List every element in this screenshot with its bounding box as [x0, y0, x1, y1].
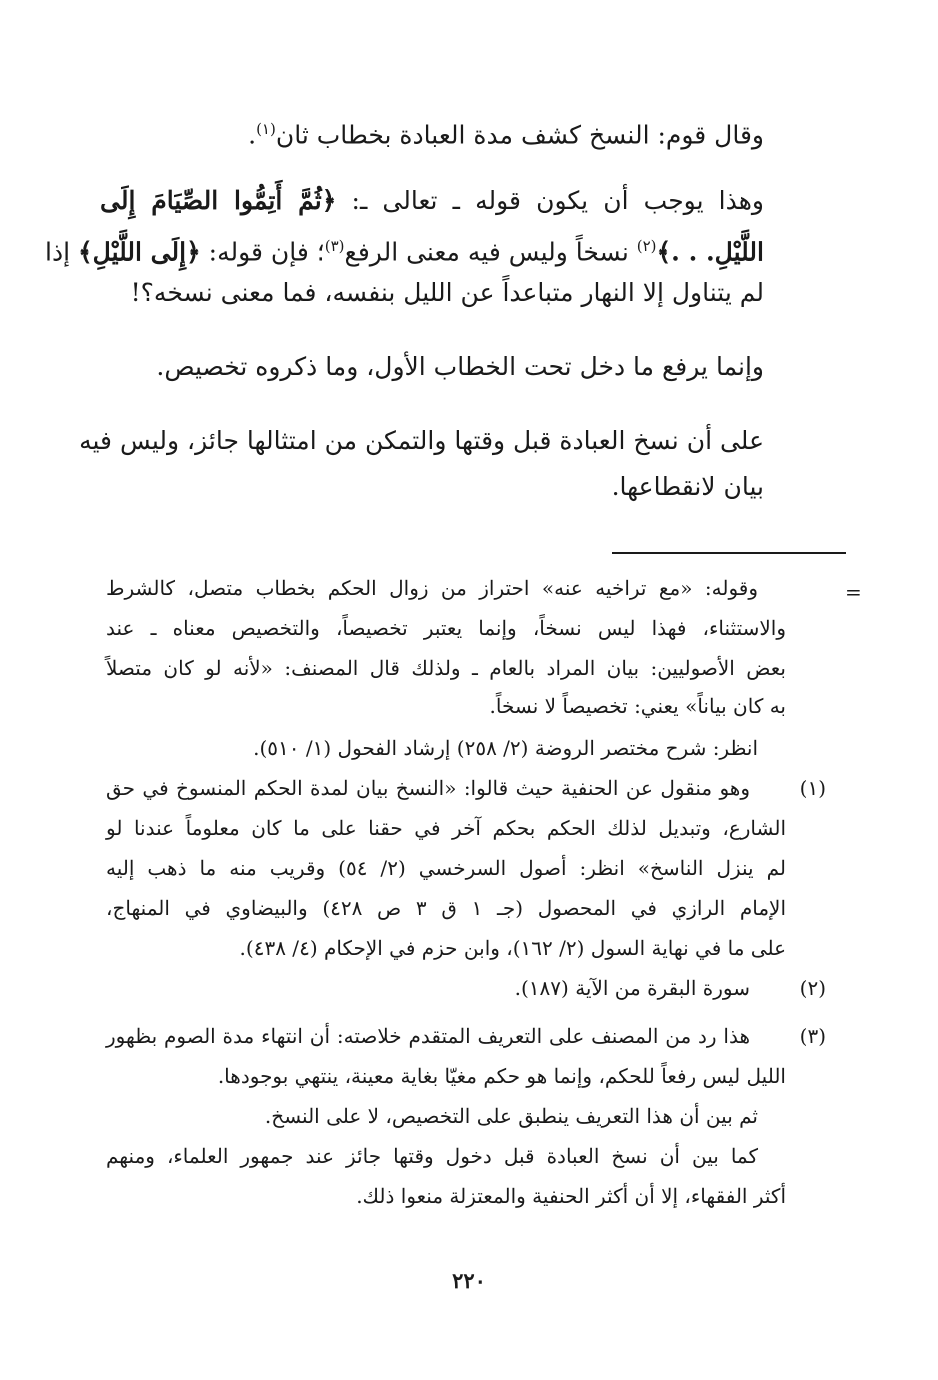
paragraph-2-line-1: [100, 184, 764, 218]
footnote-1-line-2: الشارع، وتبديل لذلك الحكم بحكم آخر في حقنا على ما كان معلوماً عندنا لو: [106, 816, 786, 840]
footnote-ref-1[interactable]: (١): [256, 120, 276, 138]
para1-text: وقال قوم: النسخ كشف مدة العبادة بخطاب ثان: [275, 120, 764, 150]
footnote-1-line-3: لم ينزل الناسخ» انظر: أصول السرخسي (٢/ ٥٤) وقريب منه ما ذهب إليه: [106, 856, 787, 880]
quran-verse-c: ﴿إِلَى اللَّيْلِ﴾: [78, 237, 201, 267]
footnote-ref-2[interactable]: (٢): [636, 237, 657, 255]
footnote-1-line-1: وهو منقول عن الحنفية حيث قالوا: «النسخ بيان لمدة الحكم المنسوخ في حق: [106, 776, 750, 800]
footnote-separator: [612, 552, 846, 554]
footnote-1-line-4: الإمام الرازي في المحصول (جـ ١ ق ٣ ص ٤٢٨) والبيضاوي في المنهاج،: [106, 896, 787, 920]
continuation-mark: =: [845, 580, 862, 604]
footnote-2-line-1: سورة البقرة من الآية (١٨٧).: [514, 976, 750, 1000]
para2-text-d: إذا: [45, 237, 78, 267]
footnote-cont-line-5: انظر: شرح مختصر الروضة (٢/ ٢٥٨) إرشاد الفحول (١/ ٥١٠).: [253, 736, 758, 760]
para2-text-c: ؛ فإن قوله:: [200, 237, 325, 267]
footnote-cont-line-3: بعض الأصوليين: بيان المراد بالعام ـ ولذلك قال المصنف: «لأنه لو كان متصلاً: [106, 656, 786, 680]
paragraph-1: [248, 112, 764, 152]
footnote-1-number: (١): [799, 776, 826, 800]
para2-text-b: نسخاً وليس فيه معنى الرفع: [344, 237, 637, 267]
paragraph-4-line-1: على أن نسخ العبادة قبل وقتها والتمكن من امتثالها جائز، وليس فيه: [79, 426, 764, 455]
footnote-cont-line-2: والاستثناء، فهذا ليس نسخاً، وإنما يعتبر تخصيصاً، والتخصيص معناه ـ عند: [106, 616, 786, 640]
paragraph-4-line-2: بيان لانقطاعها.: [611, 472, 764, 501]
quran-verse-b: اللَّيْلِ. . .﴾: [656, 237, 764, 267]
footnote-ref-3[interactable]: (٣): [324, 237, 345, 255]
paragraph-2-line-3: لم يتناول إلا النهار متباعداً عن الليل بنفسه، فما معنى نسخه؟!: [130, 278, 764, 307]
footnote-3-line-4: كما بين أن نسخ العبادة قبل دخول وقتها جائز عند جمهور العلماء، ومنهم: [106, 1144, 758, 1168]
para1-end: .: [248, 120, 257, 150]
footnote-cont-line-1: وقوله: «مع تراخيه عنه» احتراز من زوال الحكم بخطاب متصل، كالشرط: [106, 576, 758, 600]
footnote-2-number: (٢): [799, 976, 826, 1000]
footnote-3-line-2: الليل ليس رفعاً للحكم، وإنما هو حكم مغيّا بغاية معينة، ينتهي بوجودها.: [217, 1064, 786, 1088]
footnote-cont-line-4: به كان بياناً» يعني: تخصيصاً لا نسخاً.: [489, 694, 786, 718]
quran-verse-a: ﴿ثُمَّ أَتِمُّوا الصِّيَامَ إِلَى: [100, 186, 337, 215]
para2-text-a: وهذا يوجب أن يكون قوله ـ تعالى ـ:: [336, 186, 765, 215]
page-number: ٢٢٠: [452, 1268, 486, 1293]
footnote-3-line-3: ثم بين أن هذا التعريف ينطبق على التخصيص، لا على النسخ.: [264, 1104, 758, 1128]
paragraph-2-line-2: [45, 229, 764, 269]
footnote-3-line-5: أكثر الفقهاء، إلا أن أكثر الحنفية والمعتزلة منعوا ذلك.: [356, 1184, 786, 1208]
footnote-3-number: (٣): [799, 1024, 826, 1048]
footnote-1-line-5: على ما في نهاية السول (٢/ ١٦٢)، وابن حزم في الإحكام (٤/ ٤٣٨).: [239, 936, 786, 960]
paragraph-3: وإنما يرفع ما دخل تحت الخطاب الأول، وما ذكروه تخصيص.: [156, 352, 764, 381]
footnote-3-line-1: هذا رد من المصنف على التعريف المتقدم خلاصته: أن انتهاء مدة الصوم بظهور: [106, 1024, 750, 1048]
